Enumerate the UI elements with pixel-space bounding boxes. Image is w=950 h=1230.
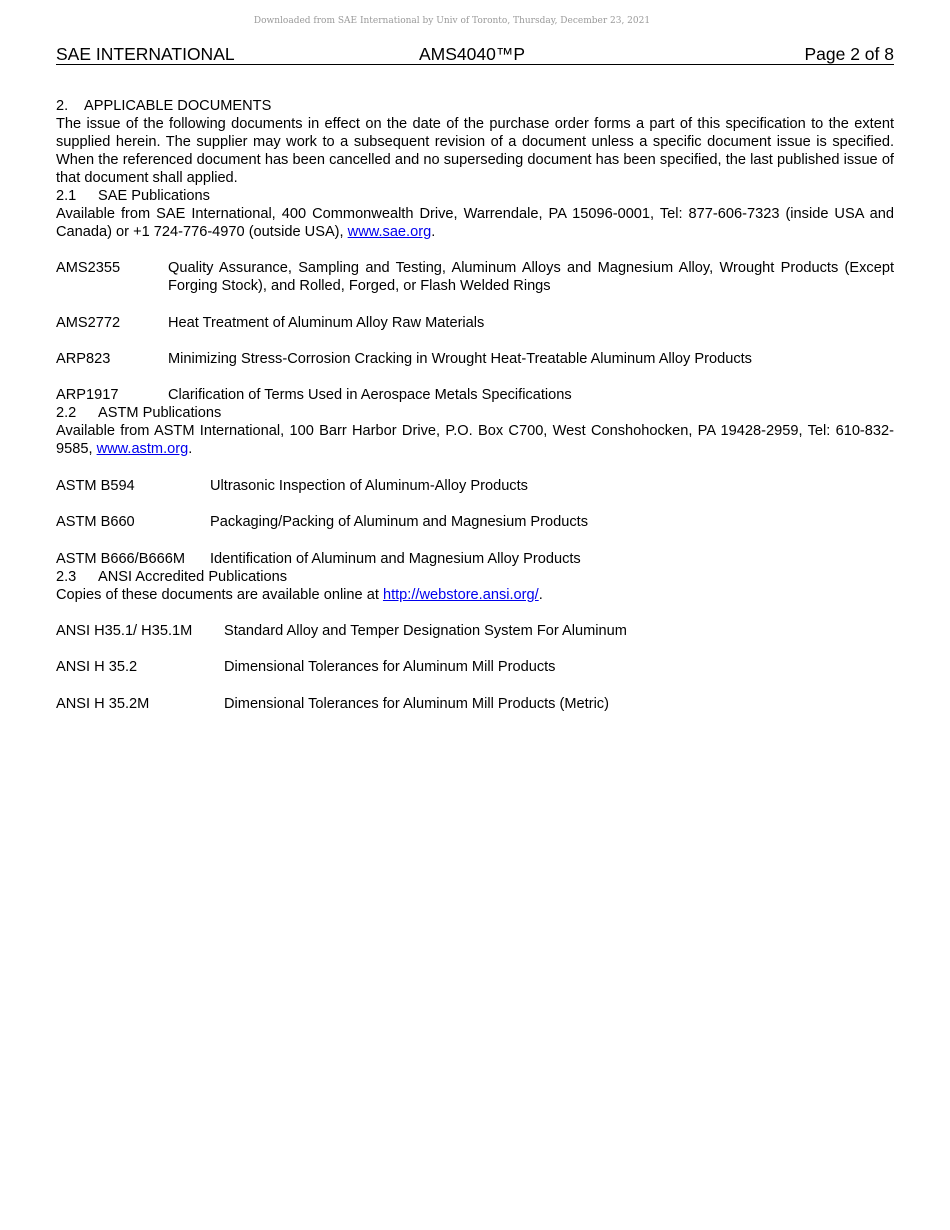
sae-website-link[interactable]: www.sae.org <box>347 224 432 240</box>
link-suffix: . <box>188 441 193 457</box>
doc-title: Heat Treatment of Aluminum Alloy Raw Materials <box>168 315 485 331</box>
section-number: 2.2 <box>56 405 77 421</box>
section-2-1-heading <box>56 187 894 205</box>
section-title: ASTM Publications <box>98 405 222 421</box>
doc-title: Quality Assurance, Sampling and Testing, Aluminum Alloys and Magnesium Alloy, Wrought Products (Except Forging Stock), and Rolled, Forged, or Flash Welded Rings <box>168 260 894 294</box>
doc-title: Clarification of Terms Used in Aerospace Metals Specifications <box>168 387 572 403</box>
header-doc-id: AMS4040™P <box>419 44 526 64</box>
header-page-number: Page 2 of 8 <box>804 44 894 64</box>
doc-code: ARP823 <box>56 351 111 367</box>
doc-title: Standard Alloy and Temper Designation System For Aluminum <box>224 623 627 639</box>
doc-title: Ultrasonic Inspection of Aluminum-Alloy Products <box>210 478 528 494</box>
document-body <box>56 97 894 713</box>
availability-text: Available from SAE International, 400 Commonwealth Drive, Warrendale, PA 15096-0001, Tel: 877-606-7323 (inside USA and Canada) or +1 724-776-4970 (outside USA), <box>56 206 894 240</box>
doc-row-arp823 <box>56 350 894 368</box>
doc-title: Dimensional Tolerances for Aluminum Mill Products (Metric) <box>224 696 609 712</box>
section-number: 2.1 <box>56 188 77 204</box>
doc-code: ANSI H 35.2M <box>56 696 150 712</box>
section-title: ANSI Accredited Publications <box>98 569 288 585</box>
section-title: SAE Publications <box>98 188 210 204</box>
doc-row-ams2355 <box>56 259 894 295</box>
availability-text: Available from ASTM International, 100 Barr Harbor Drive, P.O. Box C700, West Conshohocken, PA 19428-2959, Tel: 610-832-9585, <box>56 423 894 457</box>
doc-row-ansi-h35-2 <box>56 658 894 676</box>
doc-title: Minimizing Stress-Corrosion Cracking in Wrought Heat-Treatable Aluminum Alloy Products <box>168 351 752 367</box>
link-suffix: . <box>431 224 436 240</box>
section-title: APPLICABLE DOCUMENTS <box>84 98 272 114</box>
section-2-intro: The issue of the following documents in effect on the date of the purchase order forms a part of this specification to the extent supplied herein. The supplier may work to a subsequent revision of a document unless a specific document issue is specified. When the referenced document has been cancelled and no superseding document has been specified, the last published issue of that document shall applied. <box>56 116 894 186</box>
doc-row-astm-b666 <box>56 550 894 568</box>
ansi-webstore-link[interactable]: http://webstore.ansi.org/ <box>382 587 539 603</box>
sae-availability <box>56 205 894 241</box>
doc-code: ASTM B660 <box>56 514 135 530</box>
doc-code: ARP1917 <box>56 387 119 403</box>
ansi-availability <box>56 586 894 604</box>
doc-code: ASTM B666/B666M <box>56 551 185 567</box>
doc-row-arp1917 <box>56 386 894 404</box>
doc-row-ams2772 <box>56 314 894 332</box>
section-number: 2.3 <box>56 569 77 585</box>
astm-website-link[interactable]: www.astm.org <box>96 441 189 457</box>
section-2-3-heading <box>56 568 894 586</box>
doc-title: Packaging/Packing of Aluminum and Magnesium Products <box>210 514 589 530</box>
astm-availability <box>56 422 894 458</box>
doc-code: ANSI H35.1/ H35.1M <box>56 623 193 639</box>
header-org: SAE INTERNATIONAL <box>56 44 235 64</box>
section-2-heading <box>56 97 894 115</box>
doc-code: AMS2772 <box>56 315 121 331</box>
link-suffix: . <box>538 587 543 603</box>
doc-code: ANSI H 35.2 <box>56 659 138 675</box>
download-watermark: Downloaded from SAE International by Univ of Toronto, Thursday, December 23, 2021 <box>253 16 651 26</box>
section-2-2-heading <box>56 404 894 422</box>
doc-row-ansi-h35-2m <box>56 695 894 713</box>
section-number: 2. <box>56 98 69 114</box>
doc-code: AMS2355 <box>56 260 121 276</box>
doc-title: Dimensional Tolerances for Aluminum Mill Products <box>224 659 556 675</box>
doc-row-astm-b660 <box>56 513 894 531</box>
doc-code: ASTM B594 <box>56 478 135 494</box>
availability-text: Copies of these documents are available online at <box>56 587 383 603</box>
doc-row-ansi-h35-1 <box>56 622 894 640</box>
doc-row-astm-b594 <box>56 477 894 495</box>
doc-title: Identification of Aluminum and Magnesium Alloy Products <box>210 551 581 567</box>
page-header <box>56 44 894 65</box>
